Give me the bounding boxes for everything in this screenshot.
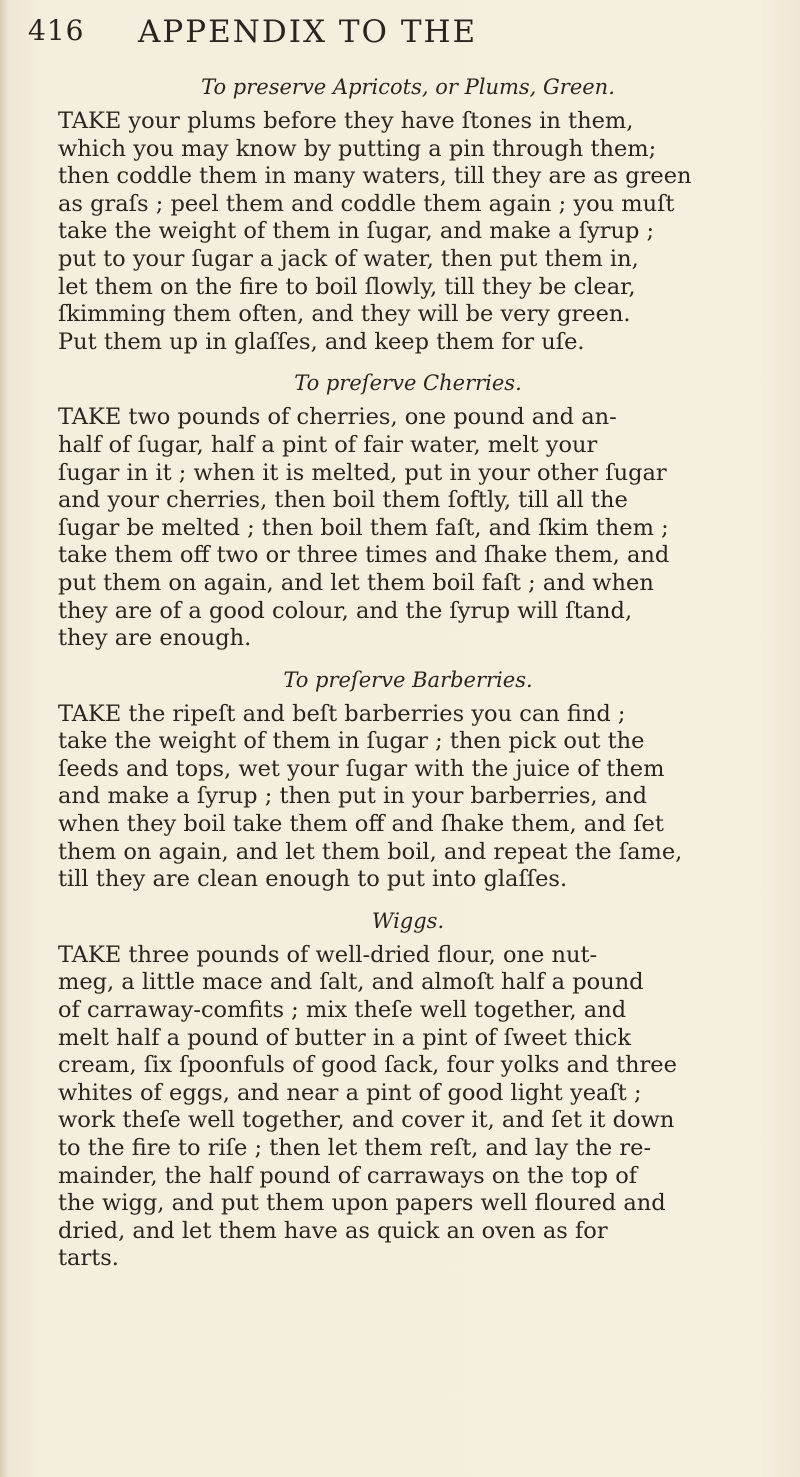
text-line: them on again, and let them boil, and repeat the ſame, [58, 838, 683, 865]
text-line: TAKE three pounds of well-dried flour, one nut- [58, 941, 598, 968]
text-line: put to your ſugar a jack of water, then put them in, [58, 245, 639, 272]
text-line: TAKE the ripeſt and beſt barberries you can find ; [58, 700, 626, 727]
text-line: ſugar in it ; when it is melted, put in your other ſugar [58, 459, 667, 486]
text-line: as graſs ; peel them and coddle them again ; you muſt [58, 190, 675, 217]
text-line: TAKE two pounds of cherries, one pound and an- [58, 404, 617, 431]
text-line: let them on the fire to boil ſlowly, till they be clear, [58, 273, 636, 300]
recipe-text [58, 404, 758, 652]
text-line: whites of eggs, and near a pint of good light yeaſt ; [58, 1079, 642, 1106]
recipe-heading: To preserve Apricots, or Plums, Green. [201, 75, 615, 99]
text-line: TAKE your plums before they have ſtones in them, [58, 108, 634, 134]
text-line: take the weight of them in ſugar ; then pick out the [58, 728, 645, 755]
text-line: half of ſugar, half a pint of fair water, melt your [58, 431, 598, 458]
text-line: the wigg, and put them upon papers well floured and [58, 1190, 666, 1217]
recipe-heading: To preſerve Cherries. [294, 371, 522, 396]
page-gutter-shadow [0, 0, 8, 1477]
text-line: when they boil take them off and ſhake them, and ſet [58, 811, 664, 838]
text-line: cream, ſix ſpoonfuls of good ſack, four yolks and three [58, 1052, 677, 1079]
recipe-text [58, 108, 758, 356]
text-line: put them on again, and let them boil faſt ; and when [58, 569, 654, 596]
text-line: take the weight of them in ſugar, and make a ſyrup ; [58, 218, 655, 245]
running-head: APPENDIX TO THE [138, 14, 478, 50]
recipe-heading: Wiggs. [371, 908, 445, 933]
recipe-wiggs [58, 904, 758, 1273]
text-line: then coddle them in many waters, till they are as green [58, 163, 692, 190]
text-line: ſugar be melted ; then boil them faſt, and ſkim them ; [58, 514, 669, 541]
text-line: dried, and let them have as quick an oven as for [58, 1217, 608, 1244]
text-line: meg, a little mace and ſalt, and almoſt half a pound [58, 969, 644, 996]
recipe-barberries [58, 663, 758, 894]
page-header [28, 14, 768, 54]
text-line: Put them up in glaſſes, and keep them for uſe. [58, 328, 585, 355]
text-line: work theſe well together, and cover it, and ſet it down [58, 1107, 675, 1134]
text-line: of carraway-comfits ; mix theſe well together, and [58, 997, 627, 1024]
text-line: and make a ſyrup ; then put in your barberries, and [58, 783, 647, 810]
text-line: they are of a good colour, and the ſyrup will ſtand, [58, 597, 633, 624]
text-line: they are enough. [58, 625, 252, 652]
page-body [58, 70, 758, 1283]
recipe-text [58, 942, 758, 1273]
text-line: mainder, the half pound of carraways on the top of [58, 1162, 638, 1189]
text-line: ſeeds and tops, wet your ſugar with the juice of them [58, 755, 665, 782]
recipe-heading: To preſerve Barberries. [283, 667, 533, 692]
recipe-cherries [58, 366, 758, 652]
recipe-apricots-plums [58, 70, 758, 356]
text-line: tarts. [58, 1245, 119, 1272]
text-line: ſkimming them often, and they will be very green. [58, 301, 631, 328]
text-line: till they are clean enough to put into glaſſes. [58, 866, 568, 893]
recipe-text [58, 701, 758, 894]
text-line: which you may know by putting a pin through them; [58, 135, 657, 162]
text-line: take them off two or three times and ſhake them, and [58, 542, 670, 569]
text-line: melt half a pound of butter in a pint of ſweet thick [58, 1024, 631, 1051]
page-number: 416 [28, 14, 85, 47]
text-line: to the fire to riſe ; then let them reſt, and lay the re- [58, 1135, 652, 1161]
text-line: and your cherries, then boil them ſoftly, till all the [58, 487, 628, 514]
